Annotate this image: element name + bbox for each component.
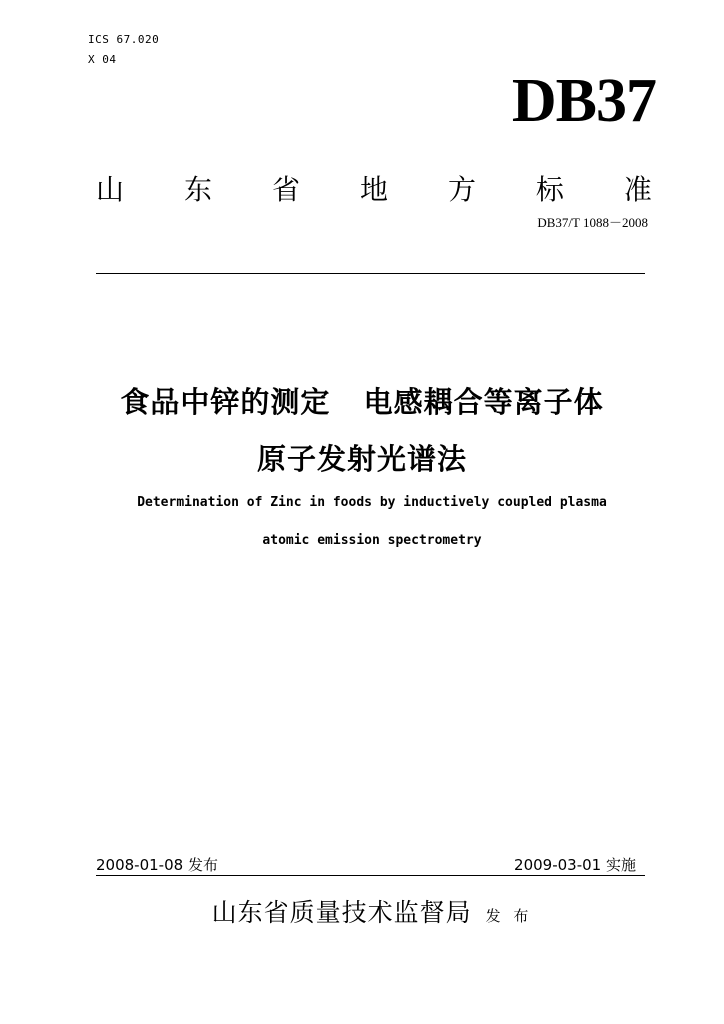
publish-verb: 发 布 (485, 907, 533, 925)
publisher: 山东省质量技术监督局 (211, 898, 472, 927)
standard-type (96, 168, 652, 208)
implementation-date: 2009-03-01 实施 (514, 856, 636, 874)
standard-type-char: 地 (359, 173, 388, 206)
standard-number: DB37/T 1088－2008 (537, 215, 648, 230)
ics-code: ICS 67.020 (88, 33, 160, 46)
standard-type-char: 方 (447, 173, 476, 206)
title-cn-line2: 原子发射光谱法 (256, 442, 467, 476)
classification-code: X 04 (88, 53, 117, 66)
issue-date: 2008-01-08 发布 (96, 856, 218, 874)
title-en-line2: atomic emission spectrometry (262, 533, 482, 548)
standard-type-char: 标 (535, 173, 564, 206)
standard-type-char: 山 (96, 173, 125, 206)
title-cn-line1: 食品中锌的测定 电感耦合等离子体 (120, 385, 604, 419)
bottom-divider (96, 875, 645, 876)
standard-type-char: 省 (271, 173, 300, 206)
standard-type-char: 准 (623, 173, 652, 206)
standard-type-char: 东 (183, 173, 212, 206)
publisher-row (0, 893, 724, 929)
title-en-line1: Determination of Zinc in foods by inductively coupled plasma (137, 495, 607, 510)
top-divider (96, 273, 645, 274)
standard-code-mark: DB37 (511, 67, 656, 135)
